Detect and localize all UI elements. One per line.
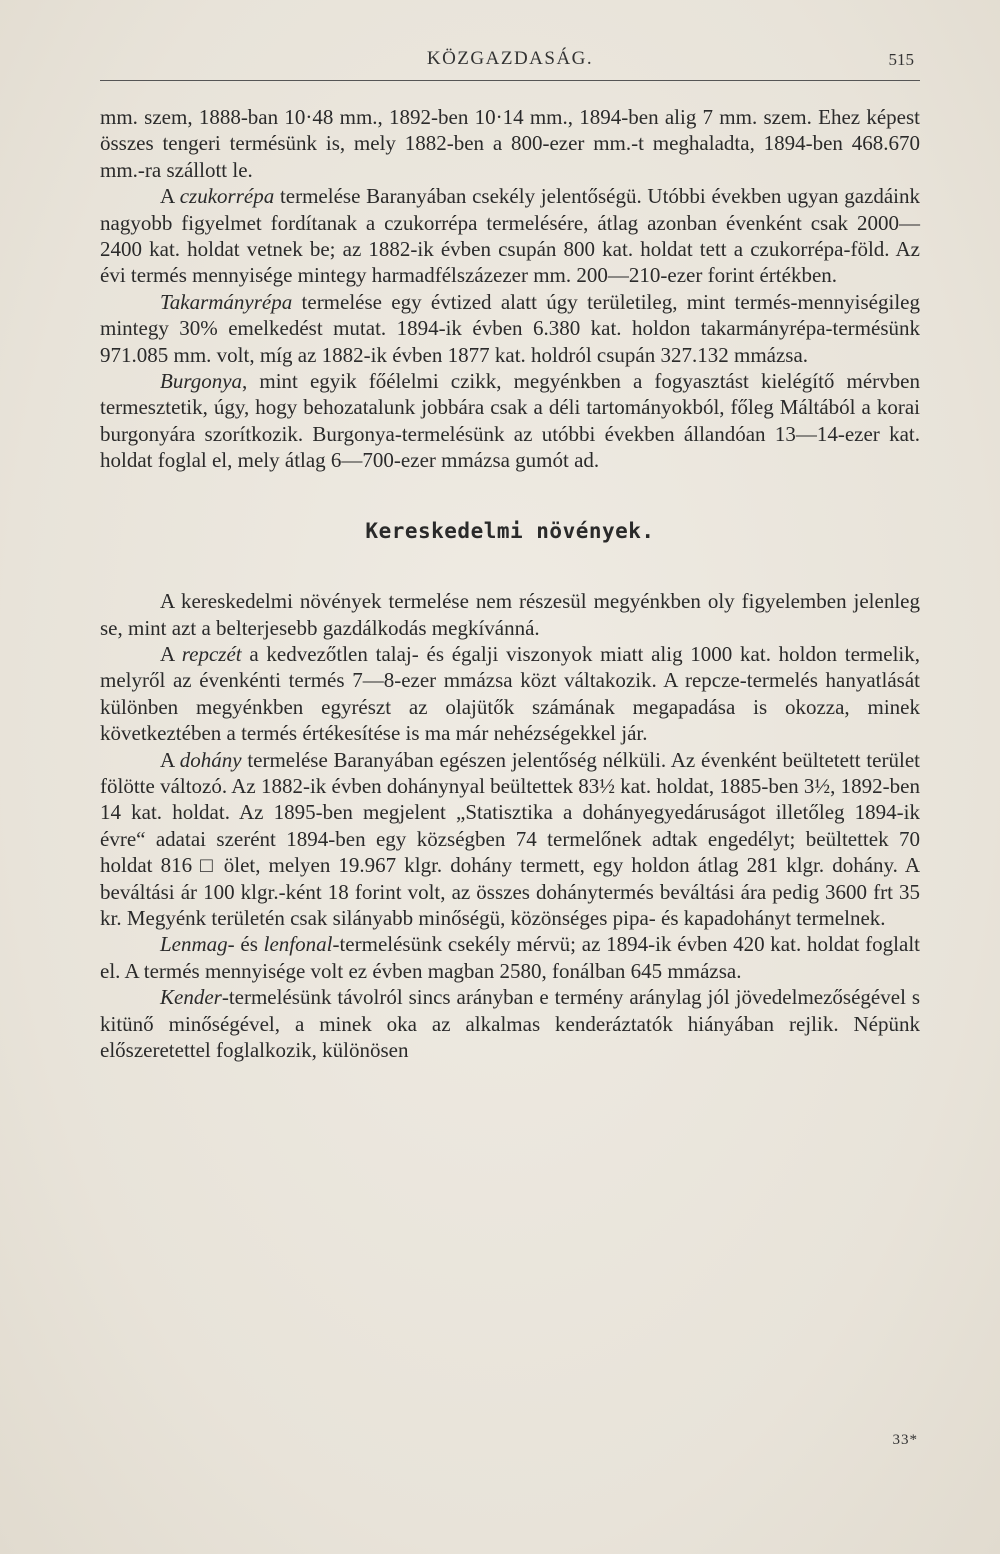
emphasis: repczét (181, 641, 242, 666)
paragraph: A czukorrépa termelése Baranyában csekély jelentőségü. Utóbbi években ugyan gazdáink nagyobb figyelmet fordítanak a czukorrépa termelésére, átlag azonban évenként csak 2000—2400 kat. holdat vetnek be; az 1882-ik évben csupán 800 kat. holdat tett a czukorrépa-föld. Az évi termés mennyisége mintegy harmadfélszázezer mm. 200—210-ezer forint értékben. (100, 184, 920, 288)
paragraph: A kereskedelmi növények termelése nem részesül megyénkben oly figyelemben jelenleg se, mint azt a belterjesebb gazdálkodás megkívánná. (100, 589, 920, 640)
emphasis: Kender (160, 985, 222, 1010)
signature-mark: 33* (892, 1432, 918, 1448)
page-number: 515 (888, 50, 914, 69)
paragraph: Burgonya, mint egyik főélelmi czikk, megyénkben a fogyasztást kielégítő mérvben termesztetik, úgy, hogy behozatalunk jobbára csak a déli tartományokból, főleg Máltából a korai burgonyára szorítkozik. Burgonya-termelésünk az utóbbi években állandóan 13—14-ezer kat. holdat foglal el, mely átlag 6—700-ezer mmázsa gumót ad. (100, 369, 920, 473)
running-title: KÖZGAZDASÁG. (426, 48, 594, 69)
emphasis: Takarmányrépa (160, 289, 293, 314)
paragraph: mm. szem, 1888-ban 10·48 mm., 1892-ben 10·14 mm., 1894-ben alig 7 mm. szem. Ehez képest összes tengeri termésünk is, mely 1882-ben a 800-ezer mm.-t meghaladta, 1894-ben 468.670 mm.-ra szállott le. (100, 105, 920, 182)
paragraph: Lenmag- és lenfonal-termelésünk csekély mérvü; az 1894-ik évben 420 kat. holdat foglalt el. A termés mennyisége volt ez évben magban 2580, fonálban 645 mmázsa. (100, 932, 920, 983)
paragraph: A dohány termelése Baranyában egészen jelentőség nélküli. Az évenként beültetett terület fölötte változó. Az 1882-ik évben dohánynyal beültettek 83½ kat. holdat, 1885-ben 3½, 1892-ben 14 kat. holdat. Az 1895-ben megjelent „Statisztika a dohányegyedáruságot illetőleg 1894-ik évre“ adatai szerént 1894-ben egy községben 74 termelőnek adtak engedélyt; beültettek 70 holdat 816 □ ölet, melyen 19.967 klgr. dohány termett, egy holdon átlag 281 klgr. dohány. A beváltási ár 100 klgr.-ként 18 forint volt, az összes dohánytermés beváltási ára pedig 3600 frt 35 kr. Megyénk területén csak silányabb minőségü, közönséges pipa- és kapadohányt termelnek. (100, 747, 920, 930)
running-header (100, 44, 920, 81)
section-heading: Kereskedelmi növények. (365, 518, 655, 543)
body-text (100, 104, 920, 1063)
square-fathom-symbol: □ (200, 853, 216, 878)
paragraph: A repczét a kedvezőtlen talaj- és égalji viszonyok miatt alig 1000 kat. holdon termelik, melyről az évenkénti termés 7—8-ezer mmázsa közt váltakozik. A repcze-termelés hanyatlását különben megyénkben egyrészt az olajütők számának megapadása is okozza, minek következtében a termés értékesítése is ma már nehézségekkel jár. (100, 641, 920, 746)
emphasis: lenfonal (263, 932, 333, 957)
paragraph: Takarmányrépa termelése egy évtized alatt úgy területileg, mint termés-mennyiségileg mintegy 30% emelkedést mutat. 1894-ik évben 6.380 kat. holdon takarmányrépa-termésünk 971.085 mm. volt, míg az 1882-ik évben 1877 kat. holdról csupán 327.132 mmázsa. (100, 289, 920, 367)
emphasis: dohány (179, 747, 242, 772)
emphasis: czukorrépa (179, 184, 275, 209)
emphasis: Lenmag (160, 932, 228, 957)
paragraph: Kender-termelésünk távolról sincs arányban e termény aránylag jól jövedelmezőségével s kitünő minőségével, a minek oka az alkalmas kenderáztatók hiányában rejlik. Népünk előszeretettel foglalkozik, különösen (100, 985, 920, 1062)
emphasis: Burgonya (160, 369, 243, 394)
